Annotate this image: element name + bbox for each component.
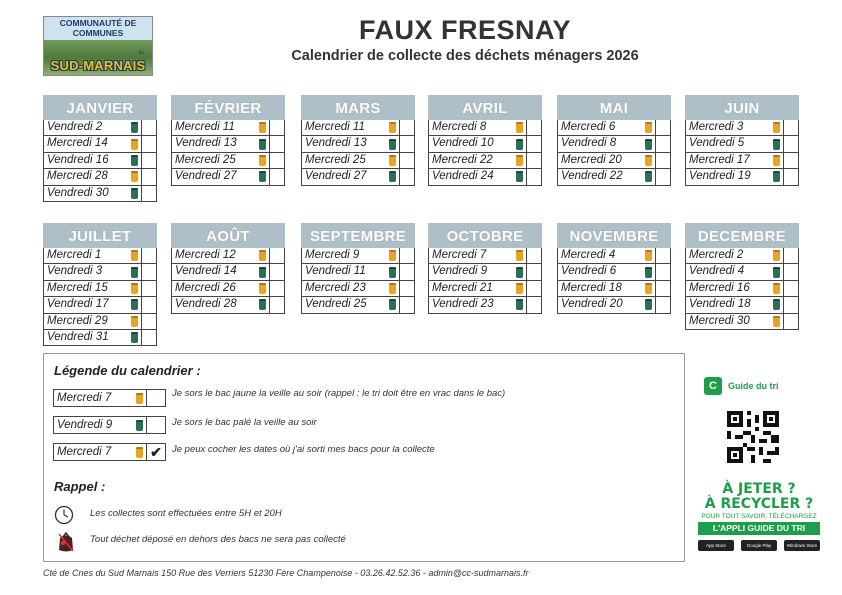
collection-date: Mercredi 15 [47,281,108,294]
collection-row [171,153,285,169]
collection-checkbox[interactable] [399,136,414,151]
collection-date: Vendredi 20 [561,298,623,311]
yellow-bin-icon [770,281,783,296]
collection-date: Mercredi 11 [175,121,235,133]
collection-row [301,169,415,185]
collection-row [557,264,671,280]
logo-line-2: COMMUNES [72,28,124,38]
collection-checkbox[interactable] [269,281,284,296]
collection-date: Mercredi 16 [689,281,750,294]
yellow-bin-icon [132,390,146,406]
collection-row [685,120,799,136]
collection-date: Vendredi 17 [47,298,109,311]
green-bin-icon [386,297,399,312]
community-logo [43,16,153,76]
collection-checkbox[interactable] [141,264,156,279]
collection-checkbox[interactable] [655,153,670,168]
collection-row [685,264,799,280]
rappel-title: Rappel : [54,479,106,494]
collection-row [301,297,415,313]
collection-date: Mercredi 14 [47,137,108,150]
collection-date: Mercredi 2 [689,249,744,261]
collection-checkbox[interactable] [399,297,414,312]
collection-row [428,297,542,313]
month-header: JUILLET [43,223,157,248]
legend-text: Je sors le bac palé la veille au soir [172,417,317,428]
collection-date: Vendredi 3 [47,265,103,278]
collection-date: Mercredi 25 [305,153,366,166]
collection-date: Vendredi 31 [47,330,109,343]
collection-checkbox[interactable] [141,153,156,168]
collection-date: Vendredi 10 [432,137,494,150]
collection-row [171,136,285,152]
collection-checkbox[interactable] [269,297,284,312]
collection-checkbox[interactable] [655,281,670,296]
green-bin-icon [386,264,399,279]
app-advert [698,482,820,551]
green-bin-icon [770,264,783,279]
ad-line-3: POUR TOUT SAVOIR, TÉLÉCHARGEZ [701,513,817,520]
yellow-bin-icon [513,153,526,168]
collection-checkbox[interactable] [655,120,670,135]
month-block [171,95,285,186]
green-bin-icon [128,297,141,312]
page-title: FAUX FRESNAY [358,15,572,45]
collection-row [43,281,157,297]
rappel-text: Les collectes sont effectuées entre 5H et 20H [90,508,282,519]
month-header: OCTOBRE [428,223,542,248]
collection-date: Mercredi 25 [175,153,236,166]
collection-row [557,297,671,313]
collection-row [171,281,285,297]
guide-label: Guide du tri [728,381,779,391]
green-bin-icon [642,169,655,184]
legend-sample-green [53,416,166,434]
green-bin-icon [642,136,655,151]
collection-date: Mercredi 11 [305,121,365,133]
green-bin-icon [513,264,526,279]
guide-du-tri[interactable] [704,377,779,395]
month-block [557,95,671,186]
yellow-bin-icon [513,120,526,135]
collection-checkbox[interactable] [141,186,156,201]
month-header: DECEMBRE [685,223,799,248]
collection-row [685,297,799,313]
collection-date: Vendredi 25 [305,298,367,311]
collection-row [171,264,285,280]
yellow-bin-icon [386,281,399,296]
collection-date: Mercredi 21 [432,281,493,294]
green-bin-icon [386,169,399,184]
yellow-bin-icon [513,248,526,263]
collection-date: Vendredi 11 [305,265,366,278]
collection-date: Mercredi 1 [47,249,102,261]
legend-sample-date: Vendredi 9 [57,419,113,431]
green-bin-icon [642,297,655,312]
collection-checkbox[interactable] [269,248,284,263]
logo-line-1: COMMUNAUTÉ DE [59,18,137,28]
month-header: AOÛT [171,223,285,248]
month-block [685,95,799,186]
yellow-bin-icon [642,248,655,263]
collection-date: Vendredi 5 [689,137,745,150]
collection-date: Vendredi 13 [305,137,367,150]
yellow-bin-icon [513,281,526,296]
collection-date: Vendredi 18 [689,298,751,311]
collection-date: Mercredi 8 [432,121,487,133]
legend-box [43,353,685,562]
month-header: NOVEMBRE [557,223,671,248]
yellow-bin-icon [642,120,655,135]
collection-checkbox[interactable] [526,169,541,184]
collection-checkbox[interactable] [269,136,284,151]
collection-row [43,297,157,313]
collection-checkbox[interactable] [783,314,798,329]
collection-checkbox[interactable] [399,153,414,168]
month-header: MAI [557,95,671,120]
collection-date: Mercredi 22 [432,153,493,166]
collection-row [685,248,799,264]
yellow-bin-icon [132,444,146,460]
collection-date: Mercredi 18 [561,281,622,294]
collection-checkbox[interactable] [655,248,670,263]
collection-row [428,120,542,136]
yellow-bin-icon [256,281,269,296]
collection-date: Vendredi 22 [561,170,623,183]
collection-row [557,169,671,185]
store-badges [698,540,820,551]
collection-checkbox[interactable] [399,281,414,296]
collection-row [301,120,415,136]
yellow-bin-icon [256,153,269,168]
collection-row [557,248,671,264]
yellow-bin-icon [770,153,783,168]
guide-app-icon: C [704,377,722,395]
yellow-bin-icon [386,120,399,135]
green-bin-icon [128,330,141,345]
green-bin-icon [128,153,141,168]
collection-date: Vendredi 27 [175,170,237,183]
collection-checkbox[interactable] [655,297,670,312]
collection-checkbox[interactable] [783,281,798,296]
collection-row [428,264,542,280]
collection-date: Mercredi 29 [47,314,108,327]
collection-date: Vendredi 19 [689,170,751,183]
collection-row [301,264,415,280]
green-bin-icon [513,169,526,184]
collection-checkbox[interactable] [141,297,156,312]
collection-checkbox[interactable] [526,264,541,279]
green-bin-icon [770,169,783,184]
collection-date: Mercredi 6 [561,121,616,133]
month-block [557,223,671,314]
month-header: JANVIER [43,95,157,120]
collection-checkbox[interactable] [783,120,798,135]
collection-row [301,248,415,264]
collection-date: Mercredi 3 [689,121,744,133]
yellow-bin-icon [128,281,141,296]
collection-row [685,314,799,330]
green-bin-icon [770,136,783,151]
rappel-text: Tout déchet déposé en dehors des bacs ne sera pas collecté [90,534,346,545]
collection-date: Mercredi 17 [689,153,750,166]
footer-contact: Cté de Cnes du Sud Marnais 150 Rue des Verriers 51230 Fère Champenoise - 03.26.42.52.36 - admin@cc-sudmarnais.fr [43,568,529,578]
collection-checkbox[interactable] [141,330,156,345]
legend-checkbox[interactable] [146,390,165,406]
collection-row [171,297,285,313]
collection-date: Vendredi 9 [432,265,488,278]
collection-checkbox[interactable] [141,314,156,329]
month-block [428,95,542,186]
green-bin-icon [256,136,269,151]
collection-row [43,314,157,330]
collection-date: Mercredi 30 [689,314,750,327]
yellow-bin-icon [256,120,269,135]
month-block [685,223,799,330]
collection-row [428,169,542,185]
collection-date: Vendredi 24 [432,170,494,183]
green-bin-icon [256,169,269,184]
collection-row [557,281,671,297]
yellow-bin-icon [642,153,655,168]
collection-date: Mercredi 9 [305,249,360,261]
ad-band: L'APPLI GUIDE DU TRI [698,522,820,535]
yellow-bin-icon [128,314,141,329]
collection-row [43,330,157,346]
month-block [428,223,542,314]
collection-row [43,264,157,280]
collection-row [301,136,415,152]
green-bin-icon [513,136,526,151]
legend-sample-date: Mercredi 7 [57,392,112,404]
green-bin-icon [128,186,141,201]
collection-date: Vendredi 16 [47,153,109,166]
collection-date: Vendredi 2 [47,121,103,133]
windows-store-badge[interactable]: Windows Store [784,540,820,551]
clock-icon [54,505,74,525]
page-subtitle: Calendrier de collecte des déchets ménagers 2026 [291,48,639,64]
collection-date: Mercredi 4 [561,249,616,261]
collection-checkbox[interactable] [141,169,156,184]
collection-row [428,281,542,297]
month-block [301,95,415,186]
collection-date: Vendredi 6 [561,265,617,278]
collection-row [43,248,157,264]
legend-sample-date: Mercredi 7 [57,446,112,458]
collection-row [171,169,285,185]
qr-code[interactable] [727,411,779,463]
collection-row [685,169,799,185]
collection-checkbox[interactable] [399,120,414,135]
month-header: AVRIL [428,95,542,120]
collection-date: Vendredi 28 [175,298,237,311]
collection-checkbox[interactable] [655,264,670,279]
collection-date: Mercredi 26 [175,281,236,294]
collection-checkbox[interactable] [783,153,798,168]
green-bin-icon [128,120,141,135]
collection-row [557,120,671,136]
collection-checkbox[interactable] [783,248,798,263]
google-play-badge[interactable]: Google Play [741,540,777,551]
month-header: MARS [301,95,415,120]
collection-date: Vendredi 8 [561,137,617,150]
legend-title: Légende du calendrier : [54,363,201,378]
yellow-bin-icon [128,248,141,263]
collection-date: Mercredi 7 [432,249,487,261]
collection-row [557,153,671,169]
legend-sample-yellow [53,389,166,407]
legend-checkbox[interactable] [146,417,165,433]
checkmark-icon[interactable]: ✔ [146,444,165,460]
collection-checkbox[interactable] [399,248,414,263]
green-bin-icon [386,136,399,151]
logo-line-3: du [138,50,144,56]
collection-checkbox[interactable] [141,281,156,296]
collection-checkbox[interactable] [526,153,541,168]
month-block [301,223,415,314]
collection-checkbox[interactable] [526,136,541,151]
collection-date: Vendredi 13 [175,137,237,150]
collection-row [171,120,285,136]
collection-row [301,153,415,169]
collection-date: Vendredi 23 [432,298,494,311]
ad-line-2: À RECYCLER ? [704,496,814,512]
month-header: JUIN [685,95,799,120]
collection-checkbox[interactable] [269,264,284,279]
green-bin-icon [132,417,146,433]
collection-row [557,136,671,152]
ad-line-1: À JETER ? [722,481,796,497]
collection-date: Vendredi 4 [689,265,745,278]
collection-checkbox[interactable] [399,264,414,279]
yellow-bin-icon [128,169,141,184]
green-bin-icon [128,264,141,279]
collection-checkbox[interactable] [655,136,670,151]
collection-row [685,136,799,152]
collection-row [171,248,285,264]
collection-row [43,169,157,185]
collection-date: Mercredi 12 [175,249,236,261]
collection-date: Vendredi 30 [47,186,109,199]
month-block [171,223,285,314]
collection-checkbox[interactable] [783,136,798,151]
collection-date: Vendredi 27 [305,170,367,183]
collection-row [685,153,799,169]
legend-sample-checked [53,443,166,461]
logo-line-4: SUD-MARNAIS [50,58,146,73]
collection-checkbox[interactable] [783,264,798,279]
green-bin-icon [513,297,526,312]
collection-checkbox[interactable] [269,120,284,135]
collection-checkbox[interactable] [526,281,541,296]
collection-row [43,153,157,169]
green-bin-icon [770,297,783,312]
collection-row [685,281,799,297]
collection-checkbox[interactable] [526,297,541,312]
yellow-bin-icon [386,248,399,263]
yellow-bin-icon [770,314,783,329]
month-header: SEPTEMBRE [301,223,415,248]
collection-checkbox[interactable] [655,169,670,184]
yellow-bin-icon [770,120,783,135]
collection-checkbox[interactable] [783,169,798,184]
collection-checkbox[interactable] [141,120,156,135]
green-bin-icon [642,264,655,279]
app-store-badge[interactable]: App Store [698,540,734,551]
yellow-bin-icon [770,248,783,263]
collection-checkbox[interactable] [526,120,541,135]
collection-date: Vendredi 14 [175,265,237,278]
collection-row [43,136,157,152]
month-header: FÉVRIER [171,95,285,120]
green-bin-icon [256,264,269,279]
collection-checkbox[interactable] [783,297,798,312]
collection-date: Mercredi 23 [305,281,366,294]
legend-text: Je sors le bac jaune la veille au soir (rappel : le tri doit être en vrac dans le bac) [172,388,506,399]
collection-checkbox[interactable] [269,169,284,184]
collection-row [428,136,542,152]
green-bin-icon [256,297,269,312]
collection-date: Mercredi 20 [561,153,622,166]
yellow-bin-icon [128,136,141,151]
trash-bag-icon [56,531,76,553]
collection-checkbox[interactable] [269,153,284,168]
collection-row [428,153,542,169]
collection-row [428,248,542,264]
collection-row [43,186,157,202]
collection-checkbox[interactable] [399,169,414,184]
yellow-bin-icon [642,281,655,296]
collection-checkbox[interactable] [526,248,541,263]
yellow-bin-icon [386,153,399,168]
collection-row [301,281,415,297]
collection-checkbox[interactable] [141,136,156,151]
legend-text: Je peux cocher les dates où j'ai sorti mes bacs pour la collecte [172,444,435,455]
collection-checkbox[interactable] [141,248,156,263]
yellow-bin-icon [256,248,269,263]
collection-row [43,120,157,136]
collection-date: Mercredi 28 [47,170,108,183]
month-block [43,95,157,202]
month-block [43,223,157,346]
